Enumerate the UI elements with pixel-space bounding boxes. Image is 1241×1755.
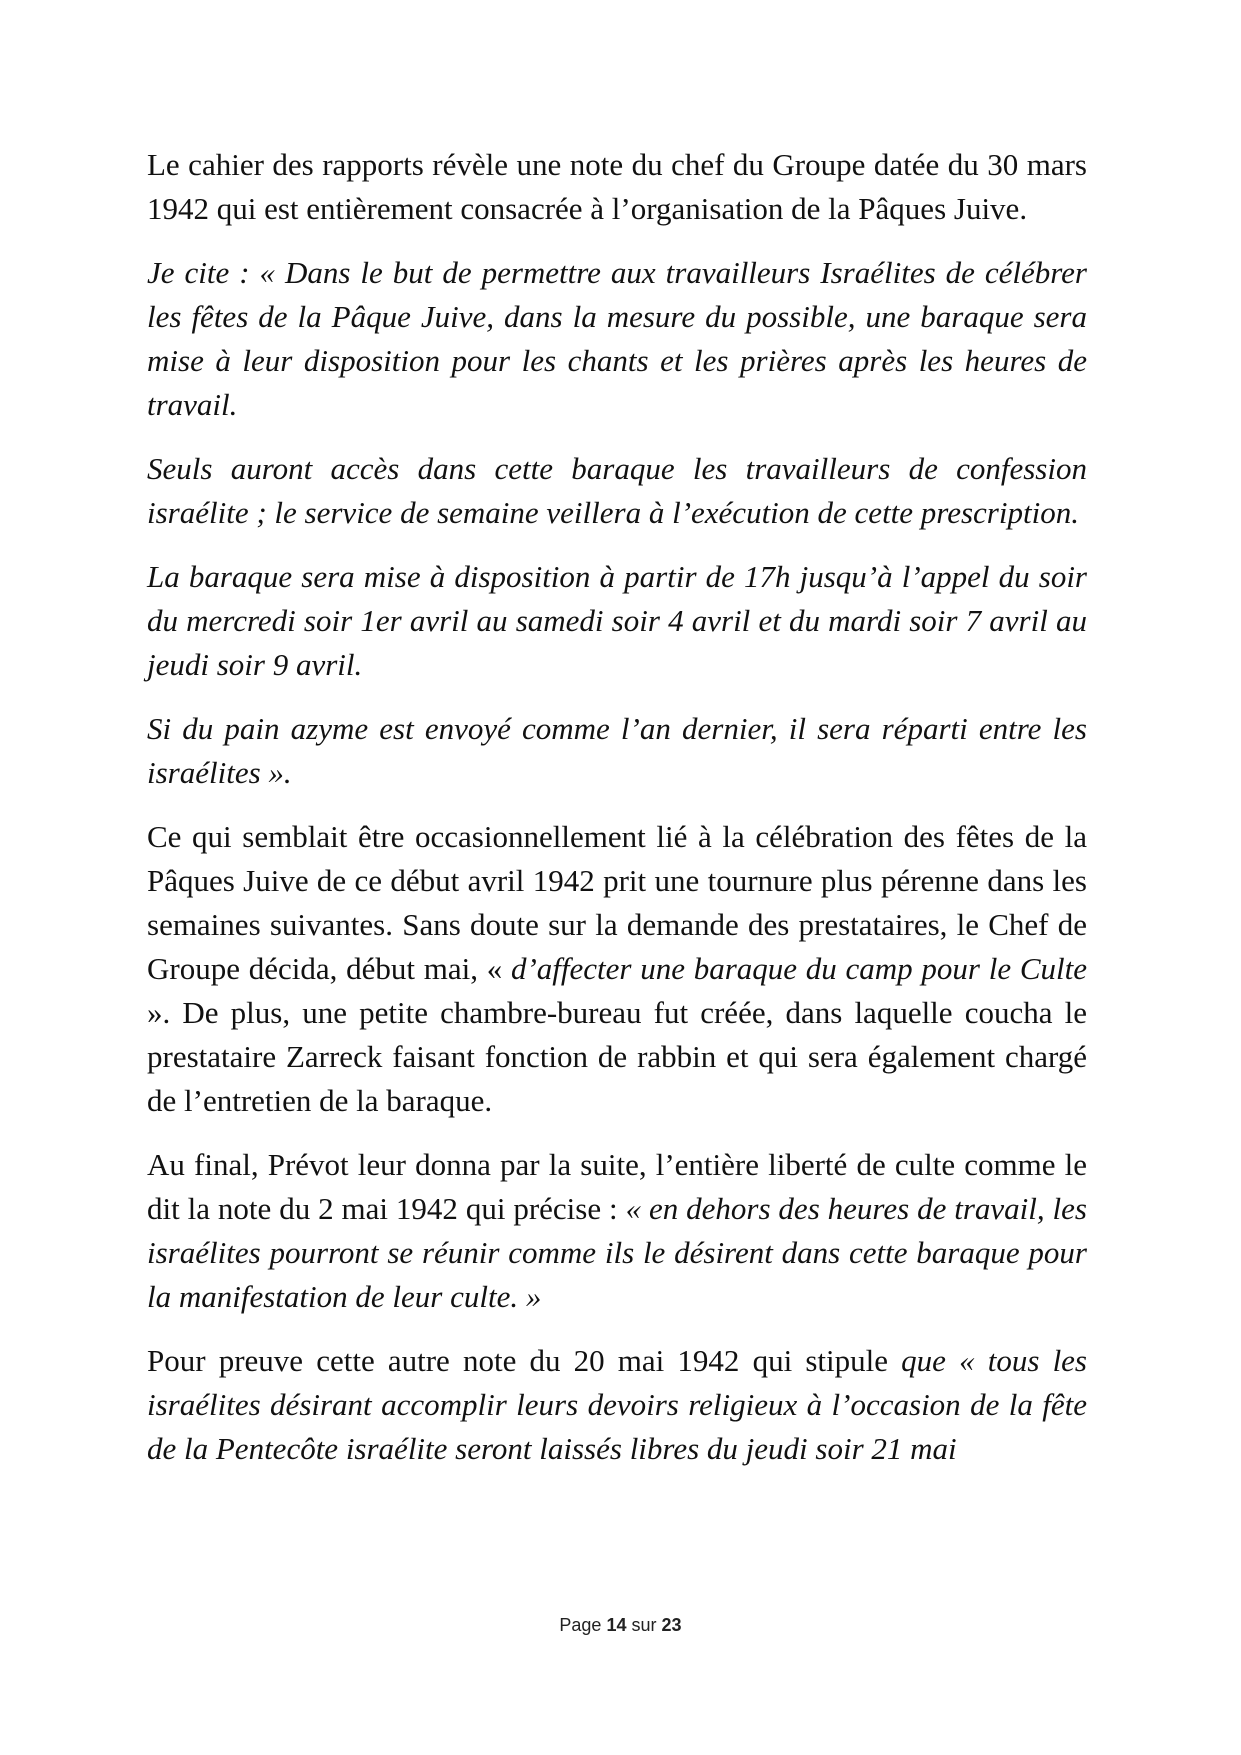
paragraph-2 bbox=[147, 815, 1087, 1123]
paragraph-2-text-b: ». De plus, une petite chambre-bureau fut créée, dans laquelle coucha le prestataire Zarreck faisant fonction de rabbin et qui sera également chargé de l’entretien de la baraque. bbox=[147, 995, 1087, 1118]
current-page-number: 14 bbox=[606, 1615, 627, 1635]
quote-paragraph-2 bbox=[147, 447, 1087, 535]
page-separator: sur bbox=[631, 1615, 657, 1635]
total-pages-number: 23 bbox=[661, 1615, 682, 1635]
paragraph-1-text: Le cahier des rapports révèle une note du chef du Groupe datée du 30 mars 1942 qui est entièrement consacrée à l’organisation de la Pâques Juive. bbox=[147, 147, 1087, 226]
quote-paragraph-4-text: Si du pain azyme est envoyé comme l’an dernier, il sera réparti entre les israélites ». bbox=[147, 711, 1087, 790]
paragraph-4-text: Pour preuve cette autre note du 20 mai 1942 qui stipule bbox=[147, 1343, 902, 1378]
quote-paragraph-3-text: La baraque sera mise à disposition à partir de 17h jusqu’à l’appel du soir du mercredi soir 1er avril au samedi soir 4 avril et du mardi soir 7 avril au jeudi soir 9 avril. bbox=[147, 559, 1087, 682]
quote-paragraph-2-text: Seuls auront accès dans cette baraque les travailleurs de confession israélite ; le service de semaine veillera à l’exécution de cette prescription. bbox=[147, 451, 1087, 530]
paragraph-4-quote: que « tous les israélites désirant accomplir leurs devoirs religieux à l’occasion de la fête de la Pentecôte israélite seront laissés libres du jeudi soir 21 mai bbox=[147, 1343, 1087, 1466]
quote-paragraph-1 bbox=[147, 251, 1087, 427]
paragraph-3 bbox=[147, 1143, 1087, 1319]
page-footer bbox=[0, 1615, 1241, 1636]
paragraph-3-text: Au final, Prévot leur donna par la suite, l’entière liberté de culte comme le dit la note du 2 mai 1942 qui précise : bbox=[147, 1147, 1087, 1226]
paragraph-1 bbox=[147, 143, 1087, 231]
paragraph-2-text-a: Ce qui semblait être occasionnellement lié à la célébration des fêtes de la Pâques Juive de ce début avril 1942 prit une tournure plus pérenne dans les semaines suivantes. Sans doute sur la demande des prestataires, le Chef de Groupe décida, début mai, « bbox=[147, 819, 1087, 986]
paragraph-2-quote: d’affecter une baraque du camp pour le Culte bbox=[510, 951, 1087, 986]
paragraph-3-quote: « en dehors des heures de travail, les israélites pourront se réunir comme ils le désirent dans cette baraque pour la manifestation de leur culte. » bbox=[147, 1191, 1087, 1314]
paragraph-4 bbox=[147, 1339, 1087, 1471]
quote-paragraph-1-text: Je cite : « Dans le but de permettre aux travailleurs Israélites de célébrer les fêtes de la Pâque Juive, dans la mesure du possible, une baraque sera mise à leur disposition pour les chants et les prières après les heures de travail. bbox=[147, 255, 1087, 422]
document-body bbox=[147, 143, 1087, 1491]
quote-paragraph-3 bbox=[147, 555, 1087, 687]
page-label: Page bbox=[559, 1615, 602, 1635]
quote-paragraph-4 bbox=[147, 707, 1087, 795]
